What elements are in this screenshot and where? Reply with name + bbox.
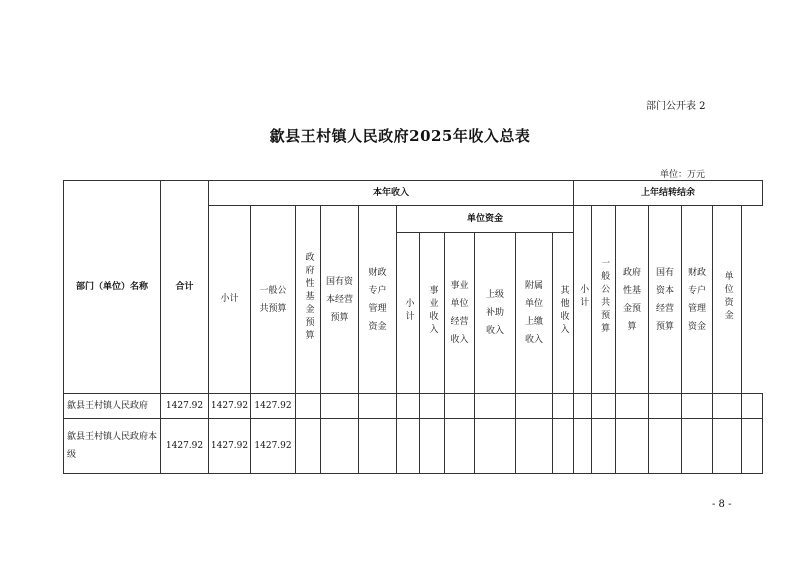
table-cell-empty (321, 394, 359, 419)
unit-label: 单位：万元 (660, 170, 706, 180)
table-cell-empty (713, 394, 742, 419)
table-row-name: 歙县王村镇人民政府本级 (64, 419, 161, 474)
table-row-subtotal: 1427.92 (209, 419, 251, 474)
table-cell-empty (649, 394, 682, 419)
table-cell-empty (321, 419, 359, 474)
header-unit-subsidy-income: 上级补助收入 (475, 233, 516, 394)
table-cell-empty (475, 394, 516, 419)
table-cell-empty (420, 394, 445, 419)
header-last-gov-fund: 政府性基金预算 (616, 206, 649, 394)
header-unit-funds: 单位资金 (397, 206, 574, 233)
page-title: 歙县王村镇人民政府2025年收入总表 (269, 127, 531, 145)
table-cell-empty (359, 419, 397, 474)
table-cell-empty (574, 394, 592, 419)
header-this-year-income: 本年收入 (209, 181, 574, 206)
table-row-name: 歙县王村镇人民政府 (64, 394, 161, 419)
header-last-year-carryover: 上年结转结余 (574, 181, 763, 206)
table-cell-empty (420, 419, 445, 474)
table-row-subtotal: 1427.92 (209, 394, 251, 419)
header-this-gov-fund: 政府性基金预算 (296, 206, 321, 394)
table-cell-empty (397, 419, 420, 474)
header-last-unit-funds: 单位资金 (713, 206, 742, 394)
header-this-general-budget: 一般公共预算 (251, 206, 296, 394)
header-this-special-fund: 财政专户管理资金 (359, 206, 397, 394)
page-number: - 8 - (712, 499, 732, 510)
table-cell-empty (475, 419, 516, 474)
table-number-tag: 部门公开表 2 (646, 101, 706, 112)
table-cell-empty (553, 394, 574, 419)
table-cell-empty (397, 394, 420, 419)
header-unit-other-income: 其他收入 (553, 233, 574, 394)
table-row-total: 1427.92 (161, 419, 209, 474)
table-cell-empty (592, 419, 616, 474)
table-cell-empty (553, 419, 574, 474)
table-cell-empty (742, 419, 763, 474)
header-unit-affiliated-income: 附属单位上缴收入 (516, 233, 553, 394)
income-summary-table (63, 180, 763, 474)
header-this-subtotal: 小计 (209, 206, 251, 394)
table-cell-empty (742, 394, 763, 419)
table-cell-empty (574, 419, 592, 474)
header-last-special-fund: 财政专户管理资金 (682, 206, 713, 394)
header-last-subtotal: 小计 (574, 206, 592, 394)
header-unit-subtotal: 小计 (397, 233, 420, 394)
table-cell-empty (616, 419, 649, 474)
header-this-state-capital: 国有资本经营预算 (321, 206, 359, 394)
header-last-general-budget: 一般公共预算 (592, 206, 616, 394)
table-cell-empty (682, 419, 713, 474)
table-cell-empty (445, 419, 475, 474)
table-cell-empty (516, 394, 553, 419)
table-cell-empty (296, 394, 321, 419)
table-cell-empty (592, 394, 616, 419)
header-dept-name: 部门（单位）名称 (64, 181, 161, 394)
table-row-general-budget: 1427.92 (251, 394, 296, 419)
table-cell-empty (616, 394, 649, 419)
table-cell-empty (445, 394, 475, 419)
header-unit-business-income: 事业收入 (420, 233, 445, 394)
header-unit-operating-income: 事业单位经营收入 (445, 233, 475, 394)
header-last-state-capital: 国有资本经营预算 (649, 206, 682, 394)
table-row-total: 1427.92 (161, 394, 209, 419)
table-cell-empty (359, 394, 397, 419)
table-cell-empty (649, 419, 682, 474)
table-cell-empty (516, 419, 553, 474)
header-total: 合计 (161, 181, 209, 394)
table-cell-empty (713, 419, 742, 474)
table-row-general-budget: 1427.92 (251, 419, 296, 474)
table-cell-empty (296, 419, 321, 474)
table-cell-empty (682, 394, 713, 419)
